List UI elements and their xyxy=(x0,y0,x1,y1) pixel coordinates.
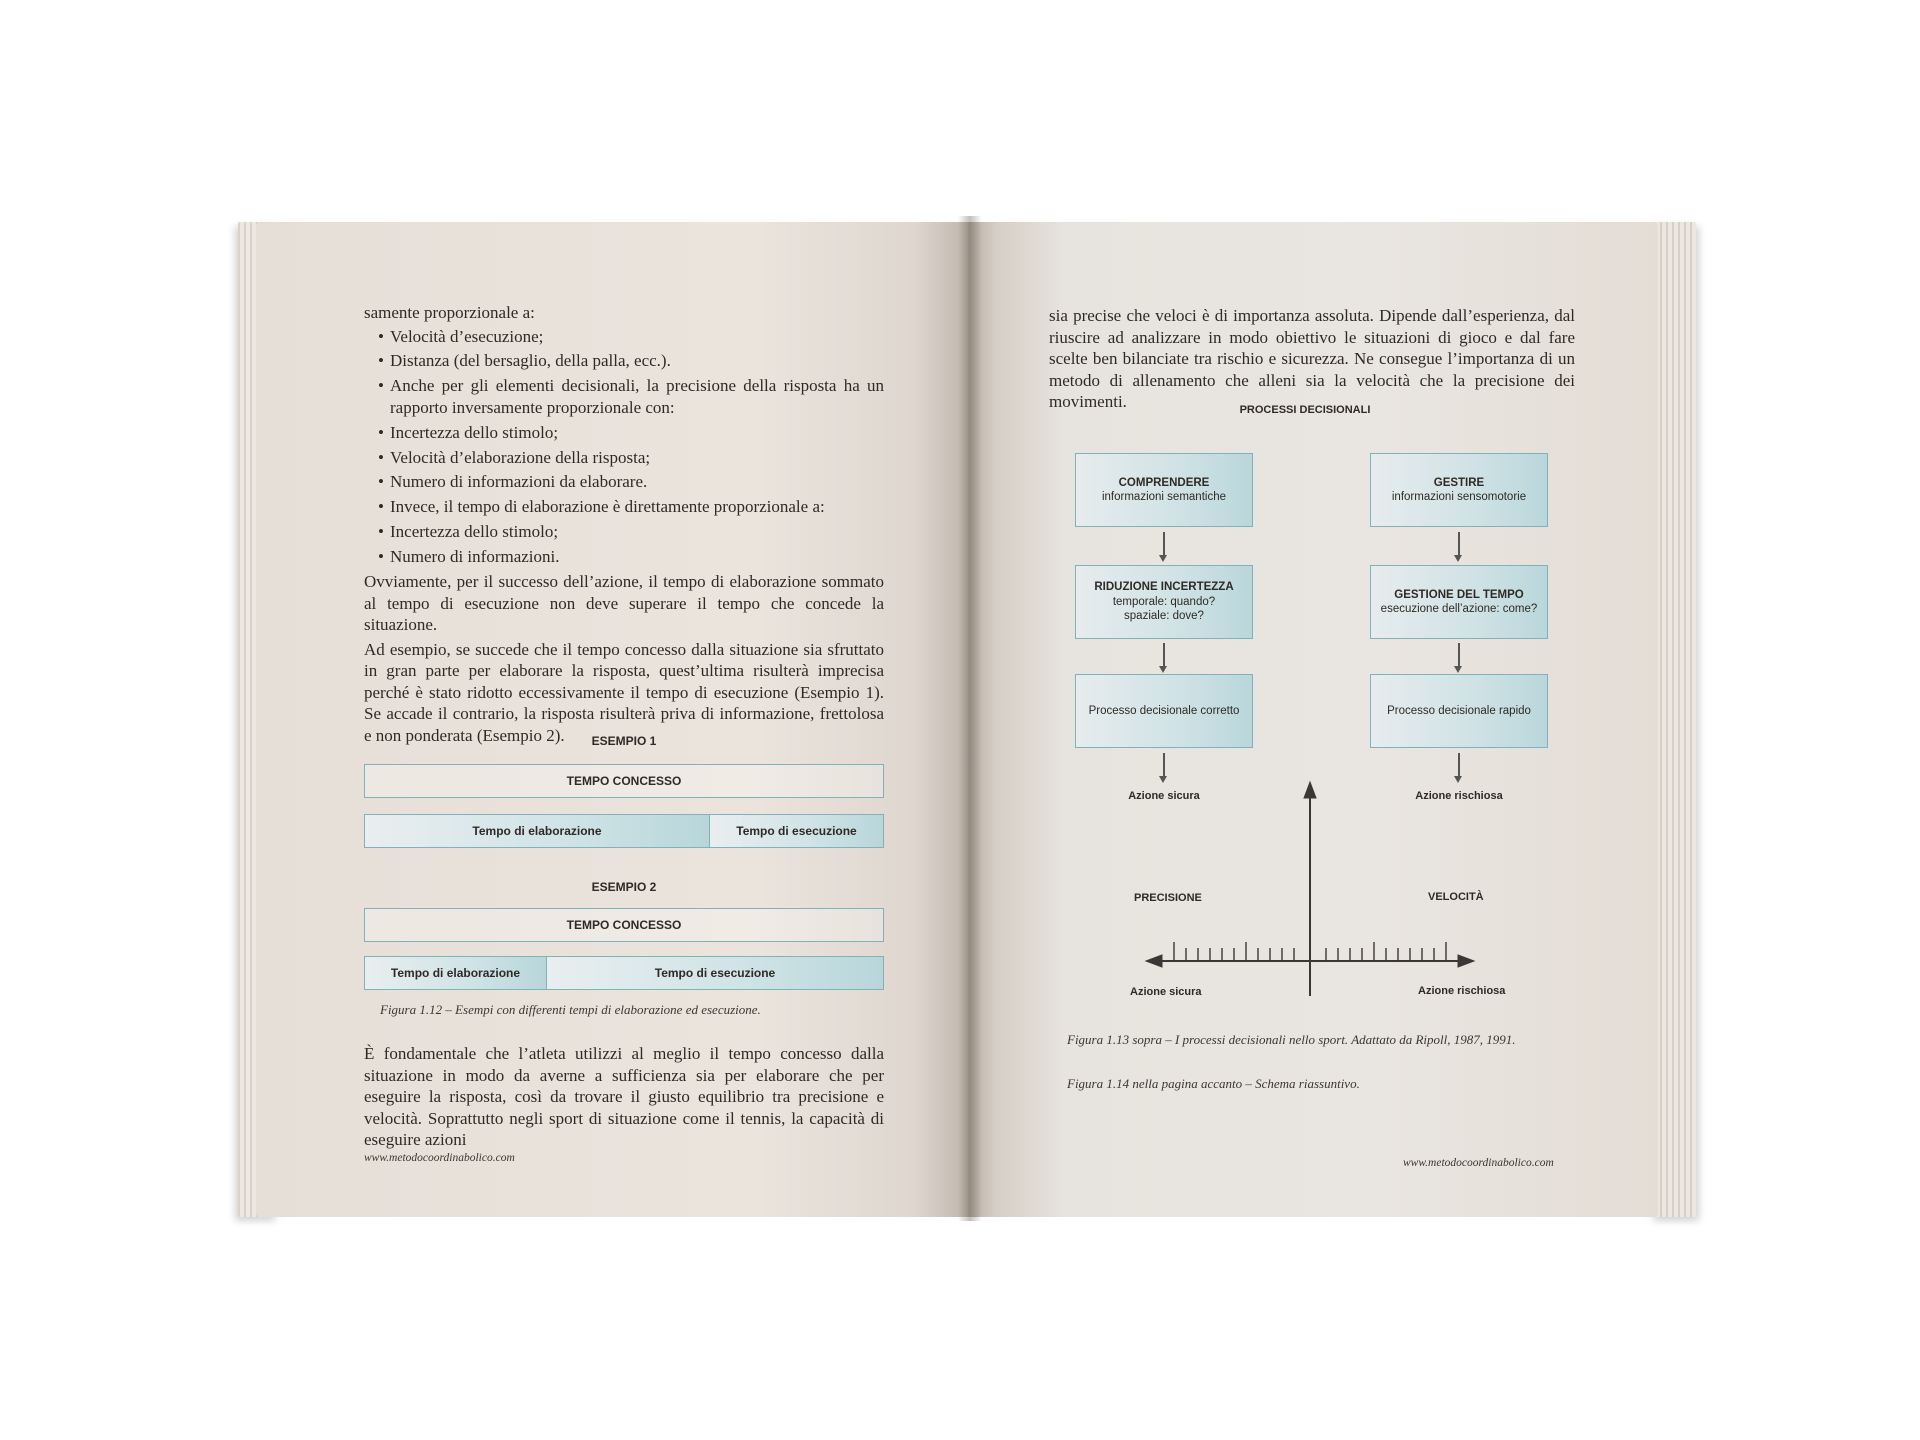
example-2-execution-bar: Tempo di esecuzione xyxy=(546,956,884,990)
box-text: Processo decisionale rapido xyxy=(1387,704,1531,717)
box-gestione-tempo xyxy=(1370,565,1548,639)
box-gestire xyxy=(1370,453,1548,527)
figure-1-13-caption: Figura 1.13 sopra – I processi decisionali nello sport. Adattato da Ripoll, 1987, 1991. xyxy=(1067,1032,1516,1047)
paragraph: Ovviamente, per il successo dell’azione, il tempo di elaborazione sommato al tempo di esecuzione non deve superare il tempo che concede la situazione. xyxy=(364,572,884,635)
figure-1-14-caption: Figura 1.14 nella pagina accanto – Schema riassuntivo. xyxy=(1067,1076,1360,1091)
example-1-title: ESEMPIO 1 xyxy=(591,734,657,748)
left-page-text xyxy=(364,302,884,748)
list-item: • Distanza (del bersaglio, della palla, ecc.). xyxy=(378,350,884,372)
box-subtitle: informazioni semantiche xyxy=(1101,491,1226,503)
box-title: GESTIONE DEL TEMPO xyxy=(1394,588,1524,601)
box-processo-rapido xyxy=(1370,674,1548,748)
book-gutter xyxy=(958,216,982,1221)
list-item: • Invece, il tempo di elaborazione è direttamente proporzionale a: xyxy=(378,496,884,518)
box-subtitle: informazioni sensomotorie xyxy=(1391,491,1527,503)
axis-label-velocita: VELOCITÀ xyxy=(1428,891,1484,903)
left-page-closing-text xyxy=(364,1043,884,1153)
box-processo-corretto xyxy=(1075,674,1253,748)
bullet-list xyxy=(364,326,884,568)
right-footer-url: www.metodocoordinabolico.com xyxy=(1403,1157,1554,1169)
list-item: • Velocità d’esecuzione; xyxy=(378,326,884,348)
intro-line: samente proporzionale a: xyxy=(364,303,535,322)
arrow-down-icon xyxy=(1163,753,1165,777)
example-2-title: ESEMPIO 2 xyxy=(591,880,657,894)
box-title: GESTIRE xyxy=(1433,476,1485,489)
precision-speed-axis xyxy=(1140,780,1480,1000)
list-item: • Numero di informazioni. xyxy=(378,546,884,568)
box-riduzione-incertezza xyxy=(1075,565,1253,639)
example-2-total-bar: TEMPO CONCESSO xyxy=(364,908,884,942)
list-item: • Incertezza dello stimolo; xyxy=(378,521,884,543)
example-2-elaboration-bar: Tempo di elaborazione xyxy=(364,956,547,990)
left-footer-url: www.metodocoordinabolico.com xyxy=(364,1152,515,1164)
figure-1-12-caption: Figura 1.12 – Esempi con differenti tempi di elaborazione ed esecuzione. xyxy=(380,1002,761,1017)
right-page-text xyxy=(1049,305,1575,415)
arrow-down-icon xyxy=(1458,532,1460,556)
axis-label-precisione: PRECISIONE xyxy=(1134,892,1202,904)
paragraph: Ad esempio, se succede che il tempo concesso dalla situazione sia sfruttato in gran parte per elaborare la risposta, quest’ultima risulterà imprecisa perché è stato ridotto eccessivamente il tempo di esecuzione (Esempio 1). Se accade il contrario, la risposta risulterà priva di informazione, frettolosa e non ponderata (Esempio 2). xyxy=(364,639,884,745)
arrow-down-icon xyxy=(1458,643,1460,667)
list-item: • Incertezza dello stimolo; xyxy=(378,422,884,444)
diagram-title: PROCESSI DECISIONALI xyxy=(1239,404,1371,416)
list-item: • Numero di informazioni da elaborare. xyxy=(378,471,884,493)
box-subtitle: esecuzione dell’azione: come? xyxy=(1380,603,1538,615)
arrow-down-icon xyxy=(1163,643,1165,667)
box-title: RIDUZIONE INCERTEZZA xyxy=(1094,581,1234,594)
example-1-execution-bar: Tempo di esecuzione xyxy=(709,814,884,848)
box-comprendere xyxy=(1075,453,1253,527)
paragraph: È fondamentale che l’atleta utilizzi al meglio il tempo concesso dalla situazione in modo da averne a sufficienza sia per elaborare che per eseguire la risposta, così da trovare il giusto equilibrio tra precisione e velocità. Soprattutto negli sport di situazione come il tennis, la capacità di eseguire azioni xyxy=(364,1044,884,1149)
outcome-azione-sicura: Azione sicura xyxy=(1128,790,1200,802)
example-1-elaboration-bar: Tempo di elaborazione xyxy=(364,814,710,848)
example-1-total-bar: TEMPO CONCESSO xyxy=(364,764,884,798)
arrow-down-icon xyxy=(1458,753,1460,777)
outcome-azione-rischiosa: Azione rischiosa xyxy=(1415,790,1503,802)
list-item: • Velocità d’elaborazione della risposta; xyxy=(378,447,884,469)
axis-end-azione-rischiosa: Azione rischiosa xyxy=(1418,985,1506,997)
box-subtitle: temporale: quando? xyxy=(1112,595,1216,608)
axis-end-azione-sicura: Azione sicura xyxy=(1130,986,1202,998)
box-title: COMPRENDERE xyxy=(1118,476,1210,489)
paragraph: sia precise che veloci è di importanza assoluta. Dipende dall’esperienza, dal riuscire ad analizzare in modo obiettivo le situazioni di gioco e dal fare scelte ben bilanciate tra rischio e sicurezza. Ne consegue l’importanza di un metodo di allenamento che alleni sia la velocità che la precisione dei movimenti. xyxy=(1049,306,1575,411)
arrow-down-icon xyxy=(1163,532,1165,556)
list-item: • Anche per gli elementi decisionali, la precisione della risposta ha un rapporto inversamente proporzionale con: xyxy=(378,375,884,418)
box-text: Processo decisionale corretto xyxy=(1088,704,1240,717)
box-subtitle: spaziale: dove? xyxy=(1124,610,1204,623)
